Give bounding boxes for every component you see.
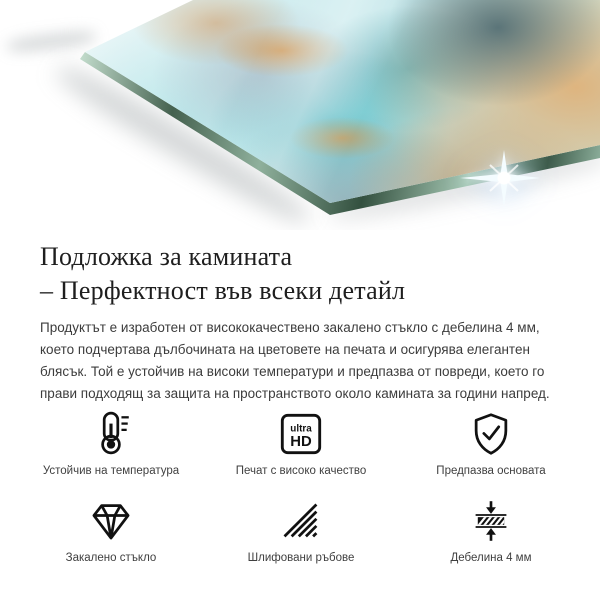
feature-label: Предпазва основата xyxy=(436,465,546,477)
product-photo xyxy=(0,0,600,230)
feature-high-quality-print xyxy=(206,410,396,477)
product-description: Продуктът е изработен от висококачествено закалено стъкло с дебелина 4 мм, което подчертава дълбочината на цветовете на печата и осигурява елегантен блясък. Той е устойчив на високи температури и предпазва от повреди, което го прави подходящ за защита на пространството около камината за години напред. xyxy=(40,320,550,401)
feature-protects-base xyxy=(396,410,586,477)
feature-label: Устойчив на температура xyxy=(42,465,180,477)
ultra-hd-icon xyxy=(279,410,323,456)
svg-text:HD: HD xyxy=(290,434,312,451)
features-grid xyxy=(16,410,600,564)
feature-label: Шлифовани ръбове xyxy=(247,552,355,564)
page-title-line2: – Перфектност във всеки детайл xyxy=(40,276,406,305)
page-title xyxy=(40,240,560,308)
feature-polished-edges xyxy=(206,497,396,564)
diamond-icon xyxy=(89,497,133,543)
glass-shadow xyxy=(6,29,97,54)
shield-check-icon xyxy=(469,410,513,456)
polished-edges-icon xyxy=(279,497,323,543)
feature-label: Закалено стъкло xyxy=(65,552,157,564)
svg-text:ultra: ultra xyxy=(290,423,312,435)
sparkle-glint-icon xyxy=(452,148,556,208)
feature-tempered-glass xyxy=(16,497,206,564)
page-title-line1: Подложка за камината xyxy=(40,242,293,271)
feature-label: Дебелина 4 мм xyxy=(450,552,532,564)
thermometer-icon xyxy=(89,410,133,456)
feature-label: Печат с високо качество xyxy=(235,465,367,477)
feature-temperature-resistant xyxy=(16,410,206,477)
feature-thickness-4mm xyxy=(396,497,586,564)
thickness-4mm-icon xyxy=(469,497,513,543)
